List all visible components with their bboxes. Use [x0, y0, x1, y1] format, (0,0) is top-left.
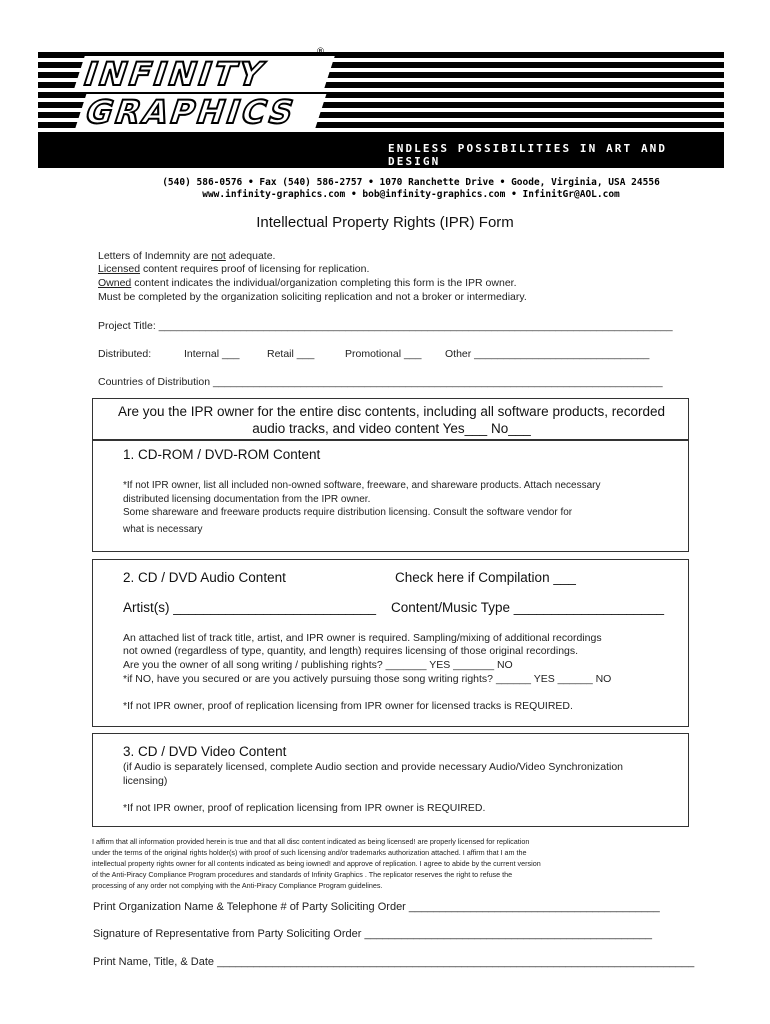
form-title: Intellectual Property Rights (IPR) Form	[256, 214, 514, 231]
section-2-p5: *If not IPR owner, proof of replication licensing from IPR owner for licensed tracks is REQUIRED.	[123, 700, 573, 712]
logo-line-1: INFINITY	[78, 55, 271, 93]
compilation-checkbox[interactable]: Check here if Compilation ___	[395, 570, 576, 585]
section-audio	[92, 559, 689, 727]
section-1-p2: distributed licensing documentation from the IPR owner.	[123, 494, 371, 505]
ipr-owner-question-box	[92, 398, 689, 440]
note-completed-by: Must be completed by the organization soliciting replication and not a broker or intermediary.	[98, 291, 527, 303]
section-1-p4: what is necessary	[123, 524, 203, 535]
section-1-heading: 1. CD-ROM / DVD-ROM Content	[123, 447, 321, 462]
content-type-field[interactable]: Content/Music Type ____________________	[391, 600, 664, 615]
affirm-line: intellectual property rights owner for all contents indicated as being iowned! and approve of replication. I agree to abide by the current version	[92, 859, 541, 868]
section-video	[92, 733, 689, 827]
section-1-p1: *If not IPR owner, list all included non-owned software, freeware, and shareware products. Attach necessary	[123, 480, 601, 491]
contact-line-2: www.infinity-graphics.com • bob@infinity-graphics.com • InfinitGr@AOL.com	[202, 189, 620, 200]
section-2-p3[interactable]: Are you the owner of all song writing / publishing rights? _______ YES _______ NO	[123, 659, 513, 671]
section-1-p3: Some shareware and freeware products require distribution licensing. Consult the software vendor for	[123, 507, 573, 518]
name-title-date-field[interactable]: Print Name, Title, & Date ______________________________________________________________________________	[93, 956, 695, 968]
section-3-p1: (if Audio is separately licensed, complete Audio section and provide necessary Audio/Video Synchronization	[123, 761, 624, 773]
section-3-p3: *If not IPR owner, proof of replication licensing from IPR owner is REQUIRED.	[123, 802, 486, 814]
section-3-p2: licensing)	[123, 775, 168, 787]
distributed-label: Distributed:	[98, 348, 152, 360]
section-cdrom	[92, 440, 689, 552]
section-2-heading: 2. CD / DVD Audio Content	[123, 570, 286, 585]
artists-field[interactable]: Artist(s) ___________________________	[123, 600, 376, 615]
note-indemnity: Letters of Indemnity are not adequate.	[98, 250, 276, 262]
section-3-heading: 3. CD / DVD Video Content	[123, 744, 287, 759]
affirm-line: under the terms of the original rights holder(s) with proof of such licensing and/or trademarks authorization attached. I affirm that I am the	[92, 848, 527, 857]
distributed-internal[interactable]: Internal ___	[184, 348, 240, 360]
affirm-line: of the Anti-Piracy Compliance Program procedures and standards of Infinity Graphics . The replicator reserves the right to refuse the	[92, 870, 513, 879]
note-owned: Owned content indicates the individual/organization completing this form is the IPR owner.	[98, 277, 517, 289]
section-2-p2: not owned (regardless of type, quantity, and length) requires licensing of those original recordings.	[123, 645, 579, 657]
affirmation-text	[92, 836, 541, 891]
contact-line-1: (540) 586-0576 • Fax (540) 586-2757 • 1070 Ranchette Drive • Goode, Virginia, USA 24556	[162, 177, 660, 188]
section-2-p1: An attached list of track title, artist, and IPR owner is required. Sampling/mixing of additional recordings	[123, 632, 602, 644]
organization-name-field[interactable]: Print Organization Name & Telephone # of Party Soliciting Order _________________________________________	[93, 901, 660, 913]
distributed-retail[interactable]: Retail ___	[267, 348, 315, 360]
logo-line-2: GRAPHICS	[80, 93, 302, 131]
section-2-p4[interactable]: *if NO, have you secured or are you actively pursuing those song writing rights? ______ YES ______ NO	[123, 673, 612, 685]
tagline-bar	[38, 132, 724, 168]
affirm-line: processing of any order not complying with the Anti-Piracy Compliance Program guidelines.	[92, 881, 383, 890]
distributed-other[interactable]: Other ______________________________	[445, 348, 650, 360]
tagline-text: ENDLESS POSSIBILITIES IN ART AND DESIGN	[388, 142, 668, 168]
question-line-1: Are you the IPR owner for the entire disc contents, including all software products, recorded	[117, 404, 666, 419]
company-logo	[58, 46, 338, 136]
distributed-promotional[interactable]: Promotional ___	[345, 348, 422, 360]
question-line-2[interactable]: audio tracks, and video content Yes___ No___	[252, 421, 531, 436]
registered-mark: ®	[316, 47, 325, 57]
affirm-line: I affirm that all information provided herein is true and that all disc content indicated as being licensed! are properly licensed for replication	[92, 837, 530, 846]
project-title-field[interactable]: Project Title: ________________________________________________________________________________________	[98, 320, 673, 332]
note-licensed: Licensed content requires proof of licensing for replication.	[98, 263, 370, 275]
countries-field[interactable]: Countries of Distribution _____________________________________________________________________________	[98, 376, 663, 388]
signature-field[interactable]: Signature of Representative from Party Soliciting Order _______________________________________________	[93, 928, 652, 940]
